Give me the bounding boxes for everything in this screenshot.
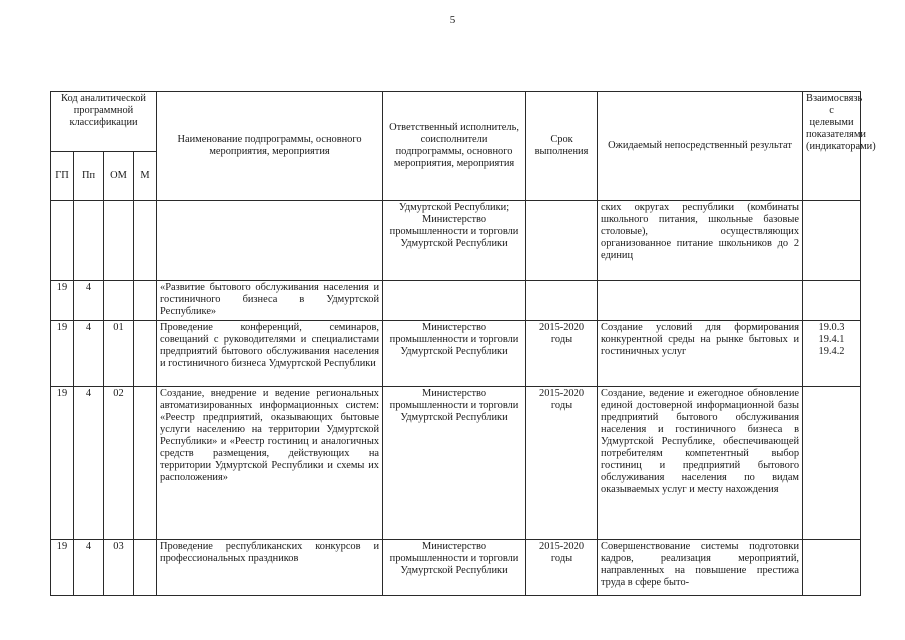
header-result: Ожидаемый непосредственный результат [598, 92, 803, 201]
cell-gp [51, 201, 74, 281]
cell-pp: 4 [74, 281, 104, 321]
header-relation: Взаимосвязь с целевыми показателями (индикаторами) [803, 92, 861, 201]
table-row [51, 281, 861, 321]
cell-relation [803, 281, 861, 321]
header-term: Срок выполнения [526, 92, 598, 201]
header-code-group: Код аналитической программной классификации [51, 92, 157, 152]
cell-responsible: Министерство промышленности и торговли Удмуртской Республики [383, 540, 526, 596]
cell-term: 2015-2020 годы [526, 387, 598, 540]
program-table [50, 91, 876, 596]
header-name: Наименование подпрограммы, основного мероприятия, мероприятия [157, 92, 383, 201]
cell-term: 2015-2020 годы [526, 321, 598, 387]
cell-responsible: Министерство промышленности и торговли Удмуртской Республики [383, 387, 526, 540]
page-number: 5 [449, 14, 456, 26]
cell-term [526, 201, 598, 281]
cell-result: ских округах республики (комбинаты школьного питания, школьные базовые столовые), осуществляющих организованное питание школьников до 2 единиц [598, 201, 803, 281]
cell-term [526, 281, 598, 321]
cell-result: Совершенствование системы подготовки кадров, реализация мероприятий, направленных на повышение престижа труда в сфере быто- [598, 540, 803, 596]
header-col-om: ОМ [104, 152, 134, 201]
cell-result: Создание условий для формирования конкурентной среды на рынке бытовых и гостиничных услуг [598, 321, 803, 387]
cell-pp: 4 [74, 540, 104, 596]
cell-responsible [383, 281, 526, 321]
cell-responsible: Удмуртской Республики; Министерство промышленности и торговли Удмуртской Республики [383, 201, 526, 281]
header-col-pp: Пп [74, 152, 104, 201]
cell-m [134, 201, 157, 281]
table-row [51, 540, 861, 596]
cell-term: 2015-2020 годы [526, 540, 598, 596]
table-row [51, 201, 861, 281]
cell-om [104, 281, 134, 321]
cell-om [104, 201, 134, 281]
cell-result [598, 281, 803, 321]
cell-m [134, 321, 157, 387]
cell-pp [74, 201, 104, 281]
table-row [51, 321, 861, 387]
cell-gp: 19 [51, 321, 74, 387]
cell-pp: 4 [74, 387, 104, 540]
cell-om: 03 [104, 540, 134, 596]
cell-m [134, 387, 157, 540]
cell-name [157, 201, 383, 281]
cell-om: 02 [104, 387, 134, 540]
cell-pp: 4 [74, 321, 104, 387]
header-col-m: М [134, 152, 157, 201]
cell-name: Проведение конференций, семинаров, совещаний с руководителями и специалистами предприятий бытового обслуживания населения и гостиничного бизнеса Удмуртской Республики [157, 321, 383, 387]
header-col-gp: ГП [51, 152, 74, 201]
cell-m [134, 540, 157, 596]
header-responsible: Ответственный исполнитель, соисполнители подпрограммы, основного мероприятия, мероприятия [383, 92, 526, 201]
cell-om: 01 [104, 321, 134, 387]
cell-relation [803, 387, 861, 540]
cell-gp: 19 [51, 281, 74, 321]
cell-name: Проведение республиканских конкурсов и профессиональных праздников [157, 540, 383, 596]
header-row [51, 92, 861, 152]
cell-relation [803, 540, 861, 596]
cell-gp: 19 [51, 540, 74, 596]
cell-name: Создание, внедрение и ведение региональных автоматизированных информационных систем: «Реестр предприятий, оказывающих бытовые услуги населению на территории Удмуртской Республики» и «Реестр гостиниц и аналогичных средств размещения, действующих на территории Удмуртской Республики и схемы их расположения» [157, 387, 383, 540]
cell-result: Создание, ведение и ежегодное обновление единой достоверной информационной базы предприятий бытового обслуживания населения и гостиничного бизнеса в Удмуртской Республике, обеспечивающей потребителям компетентный выбор гостиниц и предприятий бытового обслуживания населения по видам оказываемых услуг и месту нахождения [598, 387, 803, 540]
cell-m [134, 281, 157, 321]
cell-relation: 19.0.3 19.4.1 19.4.2 [803, 321, 861, 387]
cell-responsible: Министерство промышленности и торговли Удмуртской Республики [383, 321, 526, 387]
cell-relation [803, 201, 861, 281]
table-row [51, 387, 861, 540]
cell-gp: 19 [51, 387, 74, 540]
cell-name: «Развитие бытового обслуживания населения и гостиничного бизнеса в Удмуртской Республике» [157, 281, 383, 321]
